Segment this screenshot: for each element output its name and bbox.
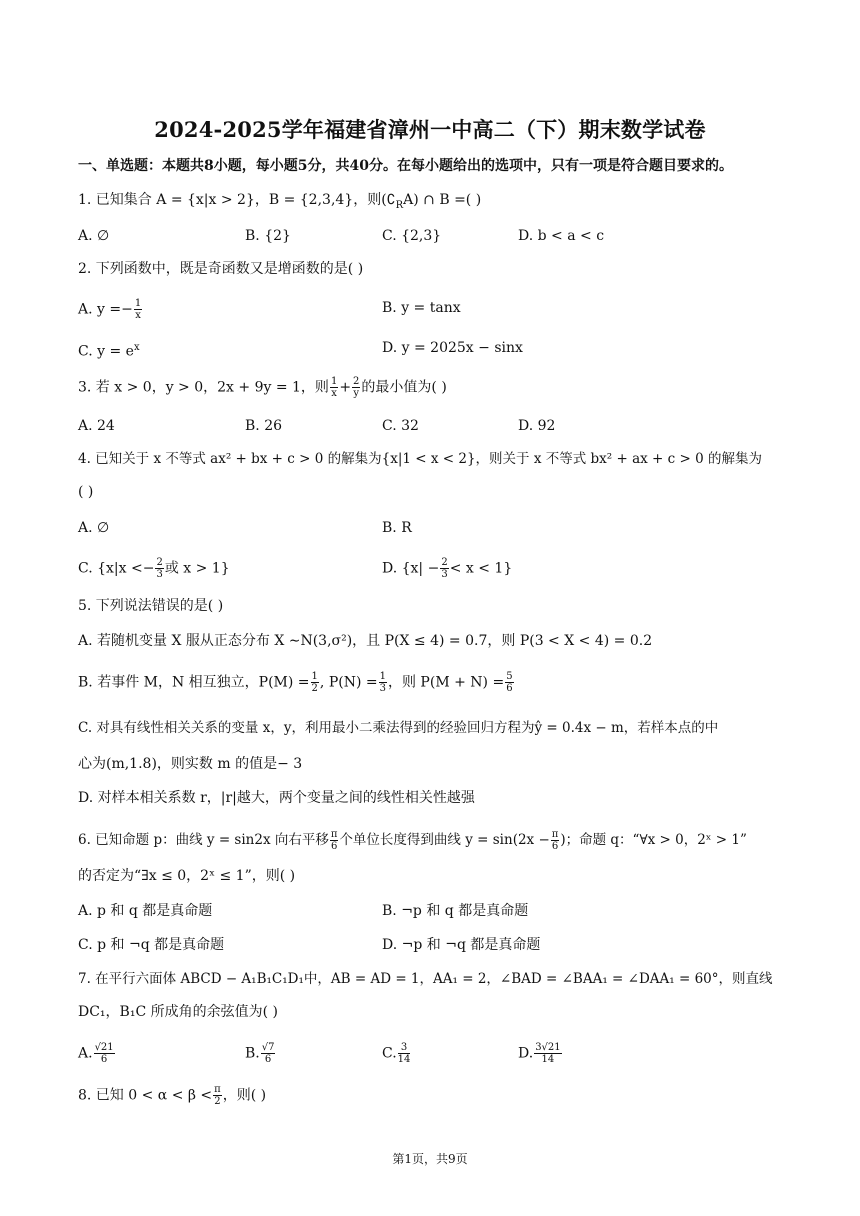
- q7-option-d: D. $\frac{3√21}{14}$: [518, 1042, 561, 1065]
- fraction: $\frac{√7}{6}$: [261, 1042, 275, 1065]
- fraction: $\frac{2}{y}$: [353, 376, 360, 399]
- question-5-stem: 5. 下列说法错误的是( ): [78, 598, 224, 614]
- fraction: $\frac{2}{3}$: [156, 557, 163, 580]
- fraction: $\frac{1}{3}$: [379, 671, 386, 694]
- fraction: $\frac{5}{6}$: [506, 671, 513, 694]
- q4-option-b: B. R: [382, 520, 412, 536]
- q7-option-c: C. $\frac{3}{14}$: [382, 1042, 411, 1065]
- q7-option-a: A. $\frac{√21}{6}$: [78, 1042, 114, 1065]
- q5-option-b: B. 若事件 M，N 相互独立，P(M) = $\frac{1}{2}$ , P(N) = $\frac{1}{3}$ ，则 P(M + N) = $\frac{5}{6}$: [78, 671, 513, 694]
- fraction: $\frac{1}{x}$: [134, 298, 142, 321]
- question-6-line2: 的否定为“∃x ≤ 0，2ˣ ≤ 1”，则( ): [78, 868, 296, 884]
- q7-option-b: B. $\frac{√7}{6}$: [245, 1042, 275, 1065]
- q3-option-b: B. 26: [245, 418, 283, 434]
- fraction: $\frac{3√21}{14}$: [535, 1042, 561, 1065]
- q5-option-c-line2: 心为(m,1.8)，则实数 m 的值是− 3: [78, 756, 303, 772]
- q1-option-b: B. {2}: [245, 228, 291, 244]
- q6-option-a: A. p 和 q 都是真命题: [78, 903, 213, 919]
- fraction: $\frac{\pi}{2}$: [214, 1084, 221, 1107]
- fraction: $\frac{\pi}{6}$: [551, 829, 559, 852]
- q6-option-b: B. ¬p 和 q 都是真命题: [382, 903, 529, 919]
- q4-option-a: A. ∅: [78, 520, 110, 536]
- fraction: $\frac{1}{2}$: [311, 671, 318, 694]
- q3-option-d: D. 92: [518, 418, 556, 434]
- q6-option-c: C. p 和 ¬q 都是真命题: [78, 937, 225, 953]
- question-7-line2: DC₁，B₁C 所成角的余弦值为( ): [78, 1004, 278, 1020]
- question-2-stem: 2. 下列函数中，既是奇函数又是增函数的是( ): [78, 261, 364, 277]
- page-footer: 第1页，共9页: [392, 1152, 468, 1166]
- q4-option-c: C. {x|x <− $\frac{2}{3}$ 或 x > 1}: [78, 557, 230, 580]
- q5-option-d: D. 对样本相关系数 r，|r|越大，两个变量之间的线性相关性越强: [78, 790, 475, 806]
- exam-title: 2024-2025学年福建省漳州一中高二（下）期末数学试卷: [154, 117, 706, 142]
- question-7-line1: 7. 在平行六面体 ABCD − A₁B₁C₁D₁中，AB = AD = 1，AA₁ = 2，∠BAD = ∠BAA₁ = ∠DAA₁ = 60°，则直线: [78, 971, 773, 987]
- q5-option-c-line1: C. 对具有线性相关关系的变量 x，y，利用最小二乘法得到的经验回归方程为ŷ = 0.4x − m，若样本点的中: [78, 720, 719, 736]
- q2-option-b: B. y = tanx: [382, 300, 461, 316]
- q2-option-d: D. y = 2025x − sinx: [382, 340, 523, 356]
- question-3-stem: 3. 若 x > 0，y > 0，2x + 9y = 1，则 $\frac{1}{x}$ + $\frac{2}{y}$ 的最小值为( ): [78, 376, 447, 399]
- fraction: $\frac{1}{x}$: [330, 376, 338, 399]
- q1-option-a: A. ∅: [78, 228, 110, 244]
- q3-option-c: C. 32: [382, 418, 419, 434]
- question-1-stem: 1. 已知集合 A = {x|x > 2}，B = {2,3,4}，则$(∁_RA)$ ∩ B =( ): [78, 192, 482, 211]
- section-heading: 一、单选题：本题共8小题，每小题5分，共40分。在每小题给出的选项中，只有一项是符合题目要求的。: [78, 158, 733, 174]
- q2-option-c: C. $y = e^x$: [78, 342, 140, 360]
- q1-option-c: C. {2,3}: [382, 228, 442, 244]
- q3-option-a: A. 24: [78, 418, 115, 434]
- q5-option-a: A. 若随机变量 X 服从正态分布 X ∼N(3,σ²)，且 P(X ≤ 4) = 0.7，则 P(3 < X < 4) = 0.2: [78, 633, 653, 649]
- fraction: $\frac{√21}{6}$: [94, 1042, 114, 1065]
- question-4-paren: ( ): [78, 484, 94, 500]
- fraction: $\frac{2}{3}$: [441, 557, 448, 580]
- question-8-stem: 8. 已知 0 < α < β < $\frac{\pi}{2}$ ，则( ): [78, 1084, 267, 1107]
- fraction: $\frac{3}{14}$: [397, 1042, 411, 1065]
- question-6-line1: 6. 已知命题 p：曲线 y = sin2x 向右平移 $\frac{\pi}{6}$ 个单位长度得到曲线 y = sin(2x − $\frac{\pi}{6}$ )；命题 q：“∀x > 0，2ˣ > 1”: [78, 829, 747, 852]
- q4-option-d: D. {x| − $\frac{2}{3}$ < x < 1}: [382, 557, 513, 580]
- fraction: $\frac{\pi}{6}$: [330, 829, 338, 852]
- q2-option-a: A. y =− $\frac{1}{x}$: [78, 298, 142, 321]
- question-4-stem: 4. 已知关于 x 不等式 ax² + bx + c > 0 的解集为{x|1 < x < 2}，则关于 x 不等式 bx² + ax + c > 0 的解集为: [78, 451, 762, 467]
- q6-option-d: D. ¬p 和 ¬q 都是真命题: [382, 937, 541, 953]
- q1-option-d: D. b < a < c: [518, 228, 605, 244]
